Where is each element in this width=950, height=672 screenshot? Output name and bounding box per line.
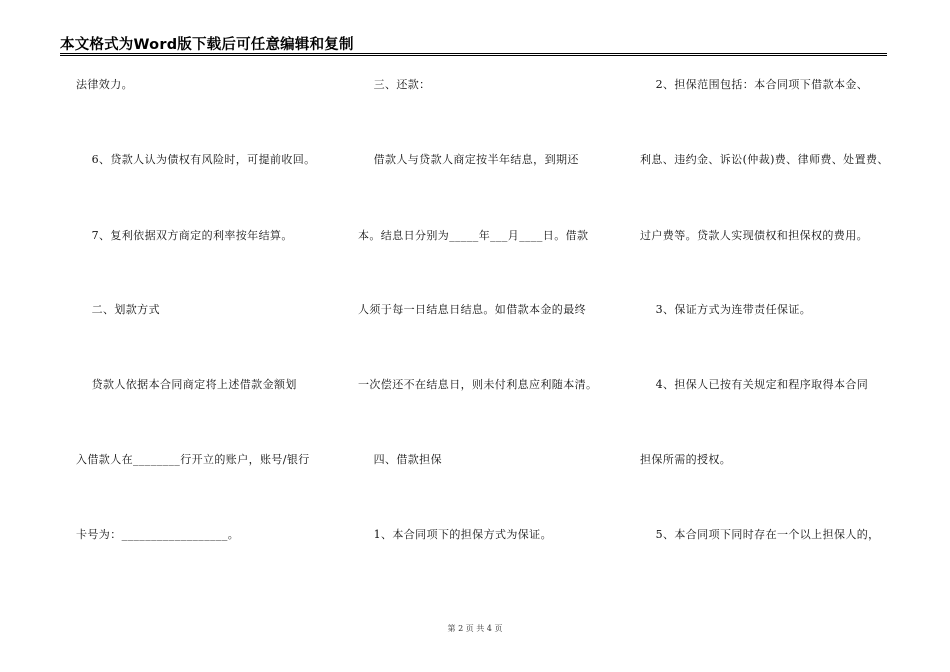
- paragraph-line: 本。结息日分别为_____年___月____日。借款: [358, 229, 589, 242]
- paragraph-line: 三、还款：: [358, 78, 431, 91]
- paragraph-line: 利息、违约金、诉讼(仲裁)费、律师费、处置费、: [640, 153, 889, 166]
- paragraph-line: 借款人与贷款人商定按半年结息，到期还: [358, 153, 579, 166]
- document-header-title: 本文格式为Word版下载后可任意编辑和复制: [60, 37, 354, 53]
- paragraph-line: 4、担保人已按有关规定和程序取得本合同: [640, 378, 869, 391]
- paragraph-line: 一次偿还不在结息日，则未付利息应利随本清。: [358, 378, 598, 391]
- paragraph-line: 6、贷款人认为债权有风险时，可提前收回。: [76, 153, 316, 166]
- paragraph-line: 过户费等。贷款人实现债权和担保权的费用。: [640, 229, 868, 242]
- paragraph-line: 5、本合同项下同时存在一个以上担保人的，: [640, 528, 880, 541]
- header-rule-bottom: [60, 55, 887, 56]
- header-rule-top: [60, 53, 887, 54]
- paragraph-line: 7、复利依据双方商定的利率按年结算。: [76, 229, 293, 242]
- paragraph-line: 担保所需的授权。: [640, 453, 732, 466]
- paragraph-line: 入借款人在________行开立的账户，账号/银行: [76, 453, 310, 466]
- page-number-footer: 第 2 页 共 4 页: [447, 624, 503, 633]
- paragraph-line: 四、借款担保: [358, 453, 442, 466]
- paragraph-line: 2、担保范围包括：本合同项下借款本金、: [640, 78, 869, 91]
- paragraph-line: 卡号为：__________________。: [76, 528, 240, 541]
- paragraph-line: 人须于每一日结息日结息。如借款本金的最终: [358, 303, 586, 316]
- paragraph-line: 1、本合同项下的担保方式为保证。: [358, 528, 552, 541]
- paragraph-line: 二、划款方式: [76, 303, 160, 316]
- paragraph-line: 贷款人依据本合同商定将上述借款金额划: [76, 378, 297, 391]
- paragraph-line: 3、保证方式为连带责任保证。: [640, 303, 812, 316]
- paragraph-line: 法律效力。: [76, 78, 133, 91]
